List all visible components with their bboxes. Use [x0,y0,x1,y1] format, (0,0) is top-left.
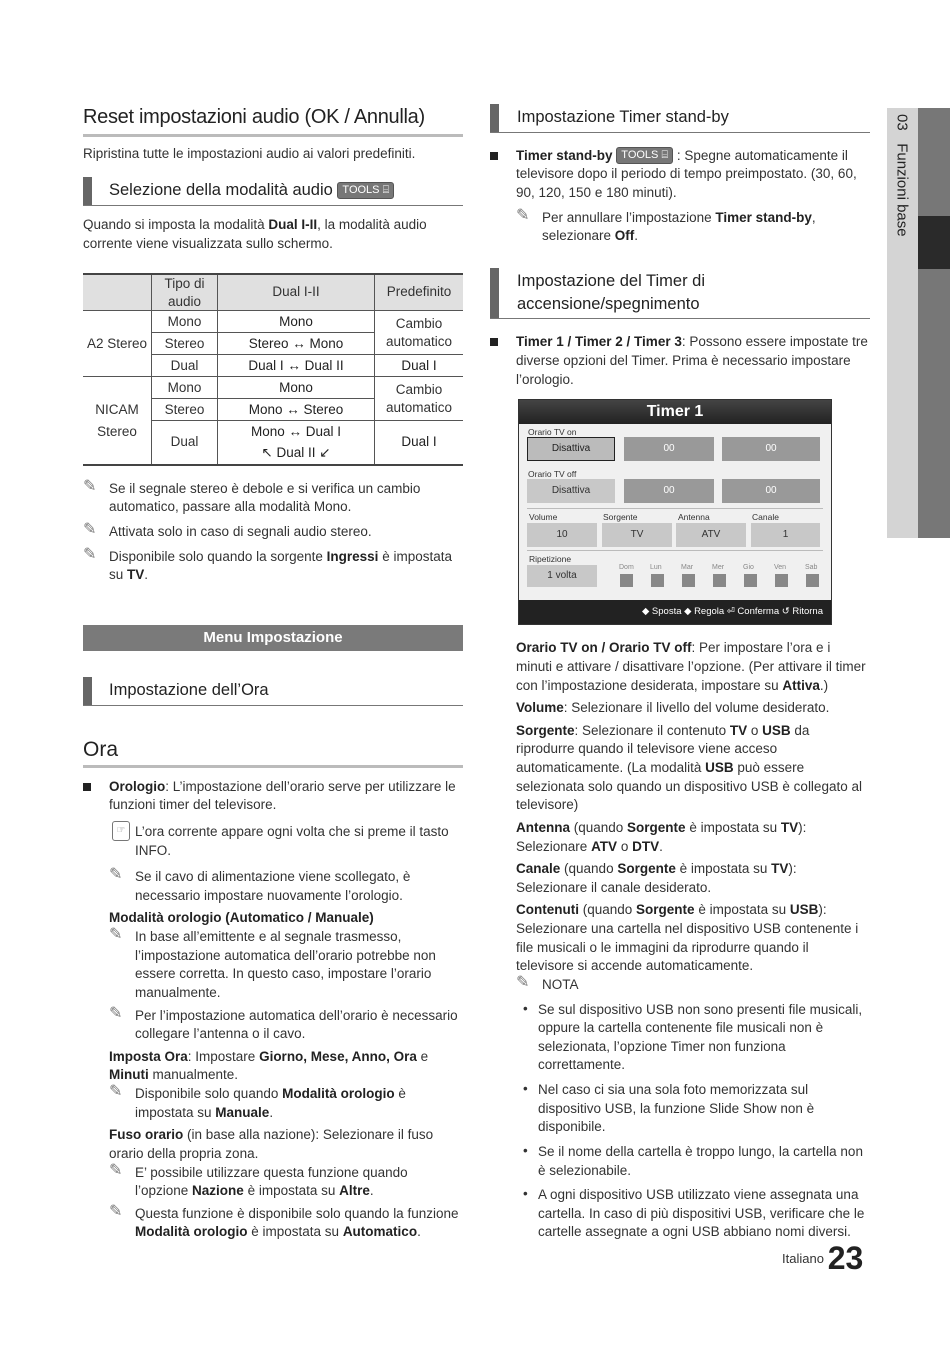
note-standby-off: ✎ Per annullare l’impostazione Timer stand-by, selezionare Off. [516,206,816,244]
note-source-tv: ✎ Disponibile solo quando la sorgente Ingressi è impostata su TV. [83,545,452,583]
osd-day-checkbox[interactable] [620,574,633,587]
table-header-type: Tipo di audio [152,274,218,311]
osd-day-checkbox[interactable] [682,574,695,587]
on-off-timer-heading: Impostazione del Timer di accensione/spegnimento [490,268,870,320]
osd-volume[interactable]: 10 [527,523,597,547]
osd-on-min[interactable]: 00 [722,437,820,461]
contenuti-desc: Contenuti (quando Sorgente è impostata su USB): Selezionare una cartella nel dispositivo USB contenente i file musicali o le immagini da riprodurre quando il televisore si accende automaticamente. [516,902,859,974]
note-stereo-only: ✎ Attivata solo in caso di segnali audio stereo. [83,521,372,540]
note-info: ☞ L’ora corrente appare ogni volta che si preme il tasto INFO. [109,823,463,860]
note-nazione: ✎ E’ possibile utilizzare questa funzione quando l’opzione Nazione è impostata su Altre. [109,1161,408,1199]
osd-day-checkbox[interactable] [651,574,664,587]
footer-language: Italiano [782,1251,824,1266]
note-automatico: ✎ Questa funzione è disponibile solo quando la funzione Modalità orologio è impostata su Automatico. [109,1202,459,1240]
note-auto-time: ✎ In base all’emittente e al segnale trasmesso, l’impostazione automatica dell’orario potrebbe non essere corretta. In questo caso, impostare l’orario manualmente. [109,926,436,1000]
osd-day-label: Lun [650,564,662,572]
tools-badge: TOOLS ⌸ [337,182,394,199]
audio-mode-desc: Quando si imposta la modalità Dual I-II, la modalità audio corrente viene visualizzata sullo schermo. [83,216,427,251]
pencil-icon: ✎ [516,973,530,991]
table-nicam: NICAM Stereo [83,377,152,465]
orario-desc: Orario TV on / Orario TV off: Per impostare l’ora e i minuti e attivare / disattivare l’opzione. (Per attivare il timer con l’impostazione desiderata, impostare su Attiva.) [516,640,866,693]
nota-item-4: • A ogni dispositivo USB utilizzato viene assegnata una cartella. In caso di più dispositivi USB, verificare che le cartelle assegnate a ogni USB abbiano nomi diversi. [490,1186,870,1242]
reset-audio-desc: Ripristina tutte le impostazioni audio ai valori predefiniti. [83,145,416,161]
osd-day-label: Mar [681,564,694,572]
osd-antenna[interactable]: ATV [676,523,746,547]
audio-mode-heading [83,177,463,206]
pencil-icon: ✎ [109,1083,123,1101]
tools-icon: ⌸ [382,184,390,197]
table-header-default: Predefinito [375,274,464,311]
osd-day-label: Sab [805,564,818,572]
tools-icon: ⌸ [661,148,669,161]
audio-mode-title: Selezione della modalità audio [109,181,333,200]
note-weak-stereo: ✎ Se il segnale stereo è debole e si verifica un cambio automatico, passare alla modalità Mono. [83,477,421,515]
volume-desc: Volume: Selezionare il livello del volume desiderato. [516,700,830,716]
mod-orologio-heading: Modalità orologio (Automatico / Manuale) [109,910,374,926]
pencil-icon: ✎ [109,926,123,944]
nota-item-3: • Se il nome della cartella è troppo lungo, la cartella non è selezionabile. [490,1143,870,1180]
canale-desc: Canale (quando Sorgente è impostata su TV): Selezionare il canale desiderato. [516,861,797,895]
left-column [83,104,463,1242]
table-header-dual: Dual I-II [218,274,375,311]
note-manual: ✎ Disponibile solo quando Modalità orologio è impostata su Manuale. [109,1083,406,1120]
osd-channel[interactable]: 1 [751,523,820,547]
osd-off-hour[interactable]: 00 [624,479,714,503]
right-column [490,104,870,1242]
osd-repeat[interactable]: 1 volta [527,565,597,587]
ora-title: Ora [83,736,463,768]
chapter-label: 03 Funzioni base [893,114,911,237]
timers-item: Timer 1 / Timer 2 / Timer 3: Possono essere impostate tre diverse opzioni del Timer. Prima è necessario impostare l’orologio. [490,333,870,389]
osd-day-label: Ven [774,564,787,572]
nota-heading: ✎ NOTA [516,973,579,992]
osd-day-label: Mer [712,564,725,572]
osd-title: Timer 1 [519,400,831,424]
pencil-icon: ✎ [83,521,97,539]
chapter-side-tab [887,108,950,538]
fuso-orario: Fuso orario (in base alla nazione): Selezionare il fuso orario della propria zona. [109,1127,434,1161]
osd-off-min[interactable]: 00 [722,479,820,503]
nota-item-2: • Nel caso ci sia una sola foto memorizzata sul dispositivo USB, la funzione Slide Show non è disponibile. [490,1081,870,1137]
standby-heading: Impostazione Timer stand-by [490,104,870,133]
note-antenna: ✎ Per l’impostazione automatica dell’orario è necessario collegare l’antenna o il cavo. [109,1004,458,1042]
osd-day-label: Dom [619,564,634,572]
pencil-icon: ✎ [109,1004,123,1022]
page-number: 23 [827,1240,864,1276]
pencil-icon: ✎ [109,1202,123,1220]
audio-mode-table: Tipo di audio Dual I-II Predefinito A2 Stereo Mono Mono Cambio automatico Stereo Stereo ↔ Mono Dual Dual I ↔ Dual II Dual I NICAM Stereo Mono Mono Cambio automatico Stereo Mono ↔ Stereo Dual Mono ↔ Dual I ↖ Dual II ↙ Dual I [83,273,463,466]
pencil-icon: ✎ [83,545,97,563]
sorgente-desc: Sorgente: Selezionare il contenuto TV o USB da riprodurre quando il televisore viene acceso automaticamente. (La modalità USB può essere selezionata solo quando un dispositivo USB è collegato al televisore) [516,722,862,813]
orologio-item: Orologio: L’impostazione dell’orario serve per utilizzare le funzioni timer del televisore. [83,778,463,815]
imposta-ora: Imposta Ora: Impostare Giorno, Mese, Anno, Ora e Minuti manualmente. [109,1048,429,1083]
tools-badge: TOOLS ⌸ [616,147,673,164]
osd-day-checkbox[interactable] [744,574,757,587]
timer-osd-screen: Timer 1 Orario TV on Disattiva 00 00 Orario TV off Disattiva 00 00 Volume Sorgente Antenna Canale 10 TV ATV 1 Ripetizione 1 volta Dom Lun Mar Mer Gio Ven Sab ◆ Sposta ◆ Regola ⏎ Conferma ↺ Ritorna [518,399,832,625]
time-setting-heading: Impostazione dell’Ora [83,677,463,706]
osd-off-state[interactable]: Disattiva [527,479,615,503]
pencil-icon: ✎ [516,206,530,224]
note-power-cable: ✎ Se il cavo di alimentazione viene scollegato, è necessario impostare nuovamente l’orologio. [109,866,411,903]
osd-source[interactable]: TV [602,523,672,547]
osd-on-state[interactable]: Disattiva [527,437,615,461]
table-a2: A2 Stereo [83,311,152,377]
antenna-desc: Antenna (quando Sorgente è impostata su TV): Selezionare ATV o DTV. [516,819,807,854]
osd-day-checkbox[interactable] [806,574,819,587]
standby-item: Timer stand-by TOOLS ⌸ : Spegne automaticamente il televisore dopo il periodo di tempo preimpostato. (30, 60, 90, 120, 150 e 180 minuti). [490,147,870,203]
osd-on-hour[interactable]: 00 [624,437,714,461]
osd-nav-bar: ◆ Sposta ◆ Regola ⏎ Conferma ↺ Ritorna [519,600,831,624]
reset-audio-title: Reset impostazioni audio (OK / Annulla) [83,104,463,137]
remote-info-icon: ☞ [112,821,130,841]
pencil-icon: ✎ [109,1161,123,1179]
osd-day-label: Gio [743,564,754,572]
osd-day-checkbox[interactable] [775,574,788,587]
pencil-icon: ✎ [83,477,97,495]
menu-impostazione-header: Menu Impostazione [83,625,463,651]
nota-item-1: • Se sul dispositivo USB non sono presenti file musicali, oppure la cartella contenente file musicali non è selezionata, l’opzione Timer non funziona correttamente. [490,1001,870,1076]
pencil-icon: ✎ [109,866,123,884]
page-footer [782,1236,863,1280]
osd-day-checkbox[interactable] [713,574,726,587]
